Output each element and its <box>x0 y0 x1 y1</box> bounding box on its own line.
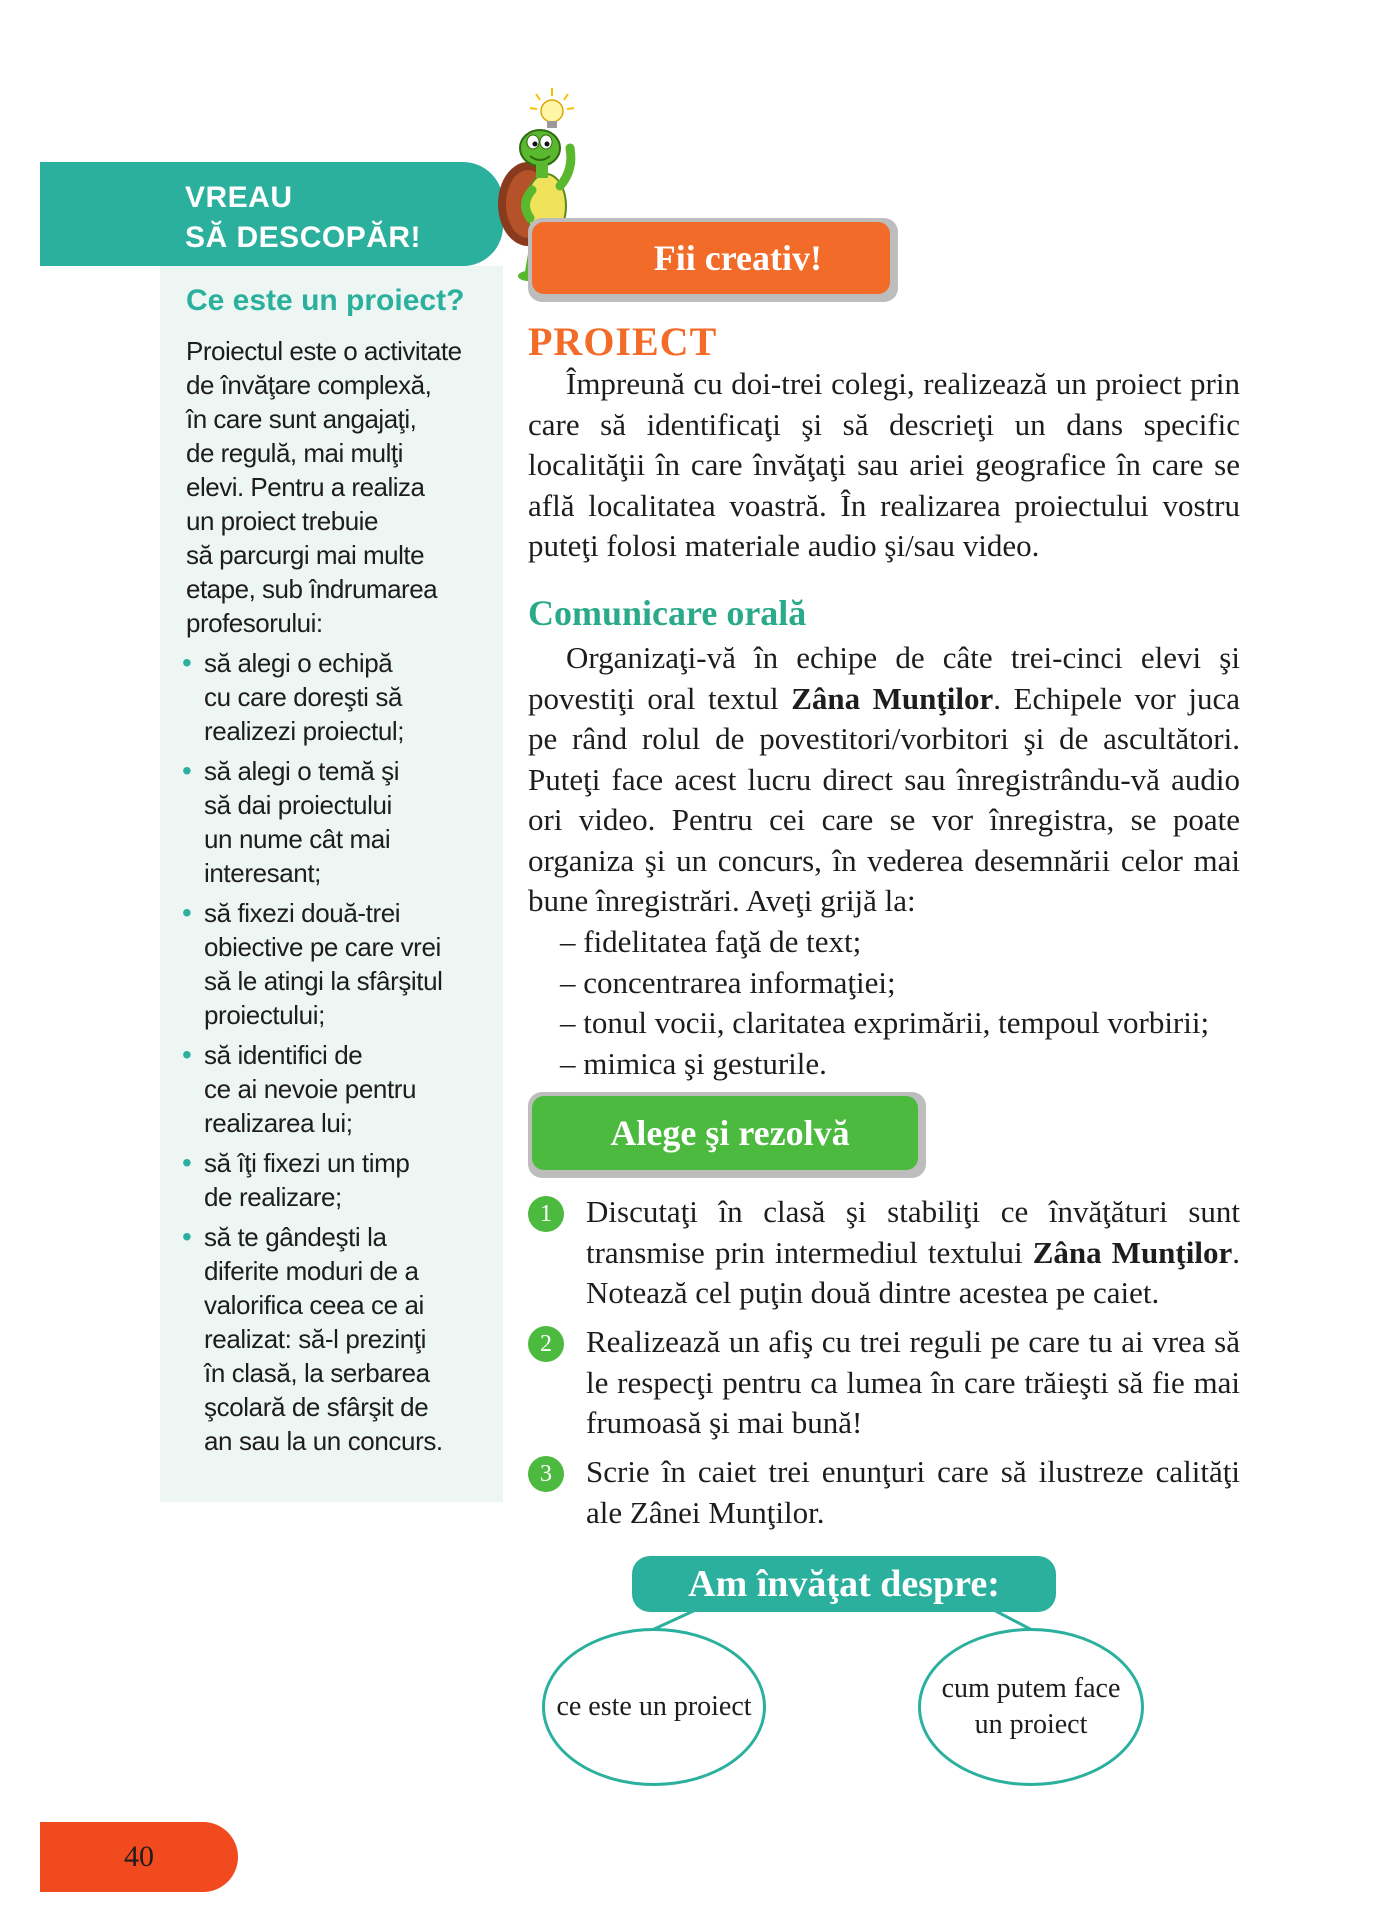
exercise-text-bold: Zâna Munţilor <box>1032 1234 1233 1270</box>
sidebar-step <box>182 1038 492 1140</box>
sidebar-step-line: cu care doreşti să <box>204 682 403 712</box>
sidebar-intro <box>186 334 486 640</box>
sidebar-header <box>40 162 503 266</box>
fii-creativ-banner <box>528 218 898 302</box>
exercise-number: 1 <box>528 1196 564 1232</box>
concept-bubble-line: cum putem face <box>941 1673 1121 1704</box>
sidebar-step-line: un nume cât mai <box>204 824 391 854</box>
concept-bubble-left: ce este un proiect <box>542 1628 766 1786</box>
sidebar-step-line: • să te gândeşti la <box>204 1222 387 1252</box>
exercise-text-before: Realizează un afiş cu trei reguli pe care tu ai vrea să le respecţi pentru ca lumea în care trăieşti să fie mai frumoasă şi mai bună! <box>586 1324 1240 1440</box>
sidebar-intro-line: profesorului: <box>186 608 323 638</box>
sidebar-title: Ce este un proiect? <box>186 284 465 317</box>
sidebar-step-line: • să alegi o echipă <box>204 648 393 678</box>
sidebar-intro-line: etape, sub îndrumarea <box>186 574 438 604</box>
sidebar-step-line: realizezi proiectul; <box>204 716 405 746</box>
comunicare-orala-paragraph <box>528 638 1240 922</box>
sidebar-intro-line: de învăţare complexă, <box>186 370 432 400</box>
sidebar-step-line: • să fixezi două-trei <box>204 898 401 928</box>
oral-checklist-item: – concentrarea informaţiei; <box>560 964 896 1000</box>
oral-text-before: Organizaţi-vă în echipe de câte trei-cinci elevi şi povestiţi oral textul <box>528 640 1240 716</box>
sidebar-step-line: diferite moduri de a <box>204 1256 419 1286</box>
sidebar-step <box>182 754 492 890</box>
oral-text-bold: Zâna Munţilor <box>791 680 994 716</box>
sidebar-step <box>182 1146 492 1214</box>
exercise-text <box>586 1452 1240 1533</box>
exercise-text-after: . Notează cel puţin două dintre acestea pe caiet. <box>586 1234 1240 1310</box>
oral-checklist-item: – tonul vocii, claritatea exprimării, tempoul vorbirii; <box>560 1005 1210 1040</box>
sidebar-step-line: să dai proiectului <box>204 790 392 820</box>
exercise-text <box>586 1192 1240 1314</box>
sidebar-step-line: să le atingi la sfârşitul <box>204 966 443 996</box>
alege-si-rezolva-label: Alege şi rezolvă <box>532 1096 918 1170</box>
sidebar-intro-line: Proiectul este o activitate <box>186 336 462 366</box>
proiect-paragraph <box>528 364 1240 567</box>
fii-creativ-label: Fii creativ! <box>532 222 890 294</box>
page-number: 40 <box>124 1840 154 1873</box>
concept-bubble-line: un proiect <box>974 1709 1088 1740</box>
exercise-number: 2 <box>528 1326 564 1362</box>
sidebar-intro-line: de regulă, mai mulţi <box>186 438 403 468</box>
lightbulb-icon <box>530 88 574 128</box>
sidebar-step-line: proiectului; <box>204 1000 325 1030</box>
sidebar-step-line: interesant; <box>204 858 322 888</box>
exercise-number: 3 <box>528 1456 564 1492</box>
oral-checklist-item: – mimica şi gesturile. <box>560 1045 827 1081</box>
sidebar-step-line: realizarea lui; <box>204 1108 353 1138</box>
proiect-text: Împreună cu doi-trei colegi, realizează un proiect prin care să identificaţi şi să descrieţi un dans specific localităţii în care învăţaţi sau ariei geografice în care se află localitatea voastră. În realizarea proiectului vostru puteţi folosi materiale audio şi/sau video. <box>528 366 1240 563</box>
sidebar-step-line: • să identifici de <box>204 1040 363 1070</box>
am-invatat-despre-title: Am învăţat despre: <box>632 1556 1056 1612</box>
sidebar-step <box>182 1220 492 1458</box>
oral-text-after: . Echipele vor juca pe rând rolul de povestitori/vorbitori şi de ascultători. Puteţi face acest lucru direct sau înregistrându-vă audio ori video. Pentru cei care se vor înregistra, se poate organiza şi un concurs, în vederea desemnării celor mai bune înregistrări. Aveţi grijă la: <box>528 680 1240 918</box>
sidebar-step-line: ce ai nevoie pentru <box>204 1074 417 1104</box>
sidebar-step-line: • să îţi fixezi un timp <box>204 1148 410 1178</box>
sidebar-steps-list <box>182 646 492 1464</box>
sidebar-step <box>182 646 492 748</box>
sidebar-step-line: în clasă, la serbarea <box>204 1358 430 1388</box>
sidebar-intro-line: să parcurgi mai multe <box>186 540 425 570</box>
sidebar-header-text <box>185 178 421 258</box>
sidebar-step-line: de realizare; <box>204 1182 342 1212</box>
exercise-text-before: Scrie în caiet trei enunţuri care să ilustreze calităţi ale Zânei Munţilor. <box>586 1454 1240 1530</box>
page-number-tab <box>40 1822 238 1892</box>
sidebar-step-line: obiective pe care vrei <box>204 932 441 962</box>
sidebar-step-line: realizat: să-l prezinţi <box>204 1324 426 1354</box>
sidebar-step-line: valorifica ceea ce ai <box>204 1290 424 1320</box>
comunicare-orala-title: Comunicare orală <box>528 593 807 633</box>
oral-checklist <box>560 922 1250 1084</box>
sidebar-intro-line: în care sunt angajaţi, <box>186 404 417 434</box>
sidebar-step <box>182 896 492 1032</box>
sidebar-header-line: VREAU <box>185 181 293 214</box>
sidebar-step-line: şcolară de sfârşit de <box>204 1392 429 1422</box>
sidebar-header-line: SĂ DESCOPĂR! <box>185 221 422 254</box>
sidebar-intro-line: elevi. Pentru a realiza <box>186 472 425 502</box>
concept-bubble-right <box>918 1628 1144 1786</box>
oral-checklist-item: – fidelitatea faţă de text; <box>560 924 862 959</box>
proiect-title: PROIECT <box>528 319 718 364</box>
exercise-text-before: Discutaţi în clasă şi stabiliţi ce învăţături sunt transmise prin intermediul textului <box>586 1194 1240 1270</box>
sidebar-step-line: • să alegi o temă şi <box>204 756 400 786</box>
sidebar-step-line: an sau la un concurs. <box>204 1426 443 1456</box>
exercise-text <box>586 1322 1240 1444</box>
alege-si-rezolva-banner <box>528 1092 926 1178</box>
sidebar-intro-line: un proiect trebuie <box>186 506 378 536</box>
